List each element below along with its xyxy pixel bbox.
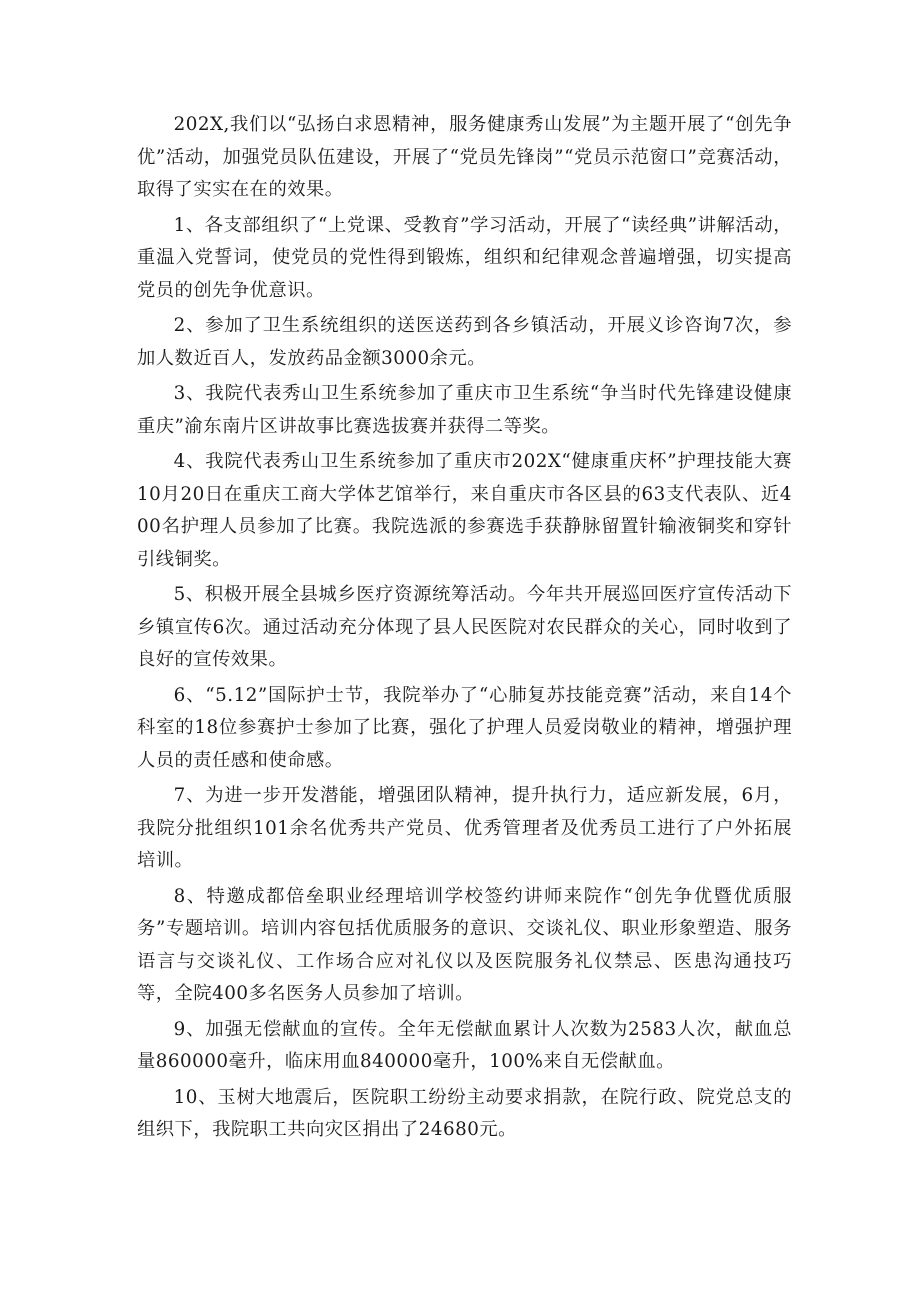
item-paragraph-6: 6、“5.12”国际护士节，我院举办了“心肺复苏技能竞赛”活动，来自14个科室的18位参赛护士参加了比赛，强化了护理人员爱岗敬业的精神，增强护理人员的责任感和使命感。 (137, 684, 792, 771)
intro-paragraph: 202X,我们以“弘扬白求恩精神，服务健康秀山发展”为主题开展了“创先争优”活动，加强党员队伍建设，开展了“党员先锋岗”“党员示范窗口”竞赛活动，取得了实实在在的效果。 (137, 114, 792, 200)
item-paragraph-3: 3、我院代表秀山卫生系统参加了重庆市卫生系统“争当时代先锋建设健康重庆”渝东南片区讲故事比赛选拔赛并获得二等奖。 (137, 383, 792, 437)
item-paragraph-1: 1、各支部组织了“上党课、受教育”学习活动，开展了“读经典”讲解活动，重温入党誓词，使党员的党性得到锻炼，组织和纪律观念普遍增强，切实提高党员的创先争优意识。 (137, 214, 792, 301)
item-paragraph-8: 8、特邀成都倍垒职业经理培训学校签约讲师来院作“创先争优暨优质服务”专题培训。培训内容包括优质服务的意识、交谈礼仪、职业形象塑造、服务语言与交谈礼仪、工作场合应对礼仪以及医院服务礼仪禁忌、医患沟通技巧等，全院400多名医务人员参加了培训。 (137, 885, 792, 1004)
item-paragraph-7: 7、为进一步开发潜能，增强团队精神，提升执行力，适应新发展，6月，我院分批组织101余名优秀共产党员、优秀管理者及优秀员工进行了户外拓展培训。 (137, 785, 792, 871)
item-paragraph-5: 5、积极开展全县城乡医疗资源统筹活动。今年共开展巡回医疗宣传活动下乡镇宣传6次。通过活动充分体现了县人民医院对农民群众的关心，同时收到了良好的宣传效果。 (137, 584, 792, 670)
item-paragraph-10: 10、玉树大地震后，医院职工纷纷主动要求捐款，在院行政、院党总支的组织下，我院职工共向灾区捐出了24680元。 (137, 1086, 792, 1140)
document-body (137, 109, 792, 1150)
item-paragraph-9: 9、加强无偿献血的宣传。全年无偿献血累计人次数为2583人次，献血总量860000毫升，临床用血840000毫升，100%来自无偿献血。 (137, 1018, 792, 1072)
item-paragraph-4: 4、我院代表秀山卫生系统参加了重庆市202X“健康重庆杯”护理技能大赛10月20日在重庆工商大学体艺馆举行，来自重庆市各区县的63支代表队、近400名护理人员参加了比赛。我院选派的参赛选手获静脉留置针输液铜奖和穿针引线铜奖。 (137, 451, 792, 570)
item-paragraph-2: 2、参加了卫生系统组织的送医送药到各乡镇活动，开展义诊咨询7次，参加人数近百人，发放药品金额3000余元。 (137, 315, 792, 369)
